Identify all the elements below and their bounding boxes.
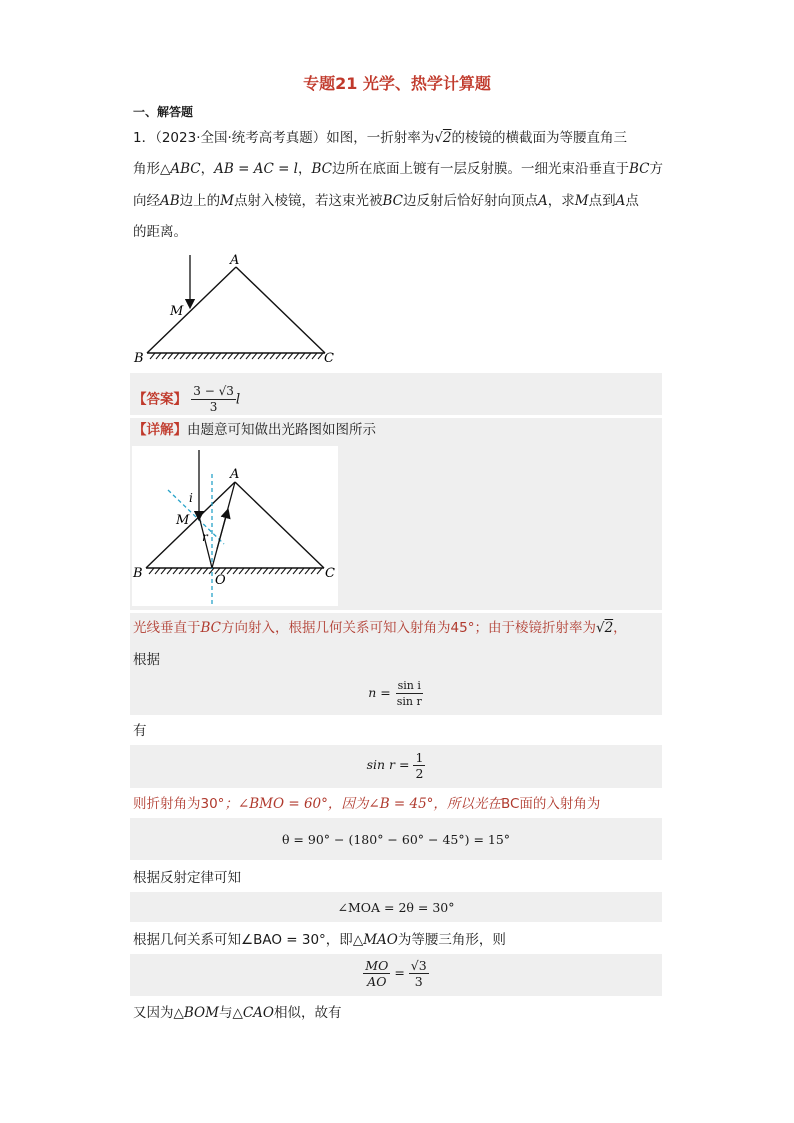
step1-line: 光线垂直于BC方向射入，根据几何关系可知入射角为45°；由于棱镜折射率为√2， <box>133 620 627 636</box>
label-i: i <box>189 491 193 505</box>
mirror-hatch-mark <box>167 568 172 574</box>
mirror-hatch-mark <box>240 353 245 359</box>
step4-line: 则折射角为30°；∠BMO = 60°，因为∠B = 45°，所以光在BC面的入射角为 <box>133 796 601 812</box>
equation-ratio: $\frac{MO}{AO}$ = $\frac{√3}{3}$ <box>365 958 427 989</box>
mirror-hatch-mark <box>239 568 244 574</box>
mirror-hatch-mark <box>174 353 179 359</box>
mirror-hatch-mark <box>197 568 202 574</box>
mirror-hatch-mark <box>311 568 316 574</box>
mirror-hatch-mark <box>305 568 310 574</box>
mirror-hatch-mark <box>228 353 233 359</box>
label-O: O <box>215 573 226 588</box>
mirror-hatch-mark <box>227 568 232 574</box>
mirror-hatch-mark <box>180 353 185 359</box>
mirror-hatch-mark <box>216 353 221 359</box>
step2-line: 根据 <box>133 652 160 668</box>
question-line-1: 1．（2023·全国·统考高考真题）如图，一折射率为√2的棱镜的横截面为等腰直角三 <box>133 130 627 146</box>
question-line-2: 角形△ABC，AB = AC = l，BC边所在底面上镀有一层反射膜。一细光束沿垂直于BC方 <box>133 161 664 177</box>
mirror-hatch-mark <box>317 568 322 574</box>
mirror-hatch-mark <box>287 568 292 574</box>
mirror-hatch-mark <box>168 353 173 359</box>
mirror-hatch-mark <box>191 568 196 574</box>
mirror-hatch-mark <box>275 568 280 574</box>
mirror-hatch-mark <box>270 353 275 359</box>
equation-n: n = $\frac{\text{sin i}}{\text{sin r}}$ <box>368 679 422 708</box>
detail-line: 【详解】由题意可知做出光路图如图所示 <box>133 422 376 438</box>
question-line-4: 的距离。 <box>133 224 187 240</box>
mirror-hatch-mark <box>318 353 323 359</box>
mirror-hatch-mark <box>263 568 268 574</box>
equation-sinr: sin r = $\frac{1}{2}$ <box>366 750 424 781</box>
mirror-hatch-mark <box>276 353 281 359</box>
label-B2: B <box>133 566 143 581</box>
mirror-hatch-mark <box>288 353 293 359</box>
mirror-hatch-mark <box>156 353 161 359</box>
label-C: C <box>324 351 334 366</box>
label-B: B <box>134 351 144 366</box>
label-M2: M <box>176 513 190 528</box>
mirror-hatch-mark <box>269 568 274 574</box>
mirror-hatch-mark <box>257 568 262 574</box>
section-heading: 一、解答题 <box>133 105 194 119</box>
mirror-hatch-mark <box>264 353 269 359</box>
mirror-hatch-mark <box>300 353 305 359</box>
step6-line: 根据几何关系可知∠BAO = 30°，即△MAO为等腰三角形，则 <box>133 932 506 948</box>
step5-line: 根据反射定律可知 <box>133 870 241 886</box>
figure-light-path-diagram <box>132 446 338 606</box>
label-M: M <box>170 304 184 319</box>
label-A: A <box>230 253 240 268</box>
mirror-hatch-mark <box>299 568 304 574</box>
page-title: 专题21 光学、热学计算题 <box>303 74 491 93</box>
mirror-hatch-mark <box>312 353 317 359</box>
step7-line: 又因为△BOM与△CAO相似，故有 <box>133 1005 342 1021</box>
mirror-hatch-mark <box>252 353 257 359</box>
mirror-hatch-mark <box>162 353 167 359</box>
mirror-hatch-mark <box>155 568 160 574</box>
mirror-hatch-mark <box>251 568 256 574</box>
mirror-hatch-mark <box>198 353 203 359</box>
mirror-hatch-mark <box>258 353 263 359</box>
mirror-hatch-mark <box>245 568 250 574</box>
answer-line: 【答案】 $\frac{3 - √3}{3}$ l <box>133 384 241 414</box>
figure-prism-diagram <box>133 250 343 368</box>
mirror-hatch-mark <box>149 568 154 574</box>
label-A2: A <box>230 467 240 482</box>
mirror-hatch-mark <box>222 353 227 359</box>
mirror-hatch-mark <box>246 353 251 359</box>
question-line-3: 向经AB边上的M点射入棱镜，若这束光被BC边反射后恰好射向顶点A，求M点到A点 <box>133 193 639 209</box>
equation-theta: θ = 90° − (180° − 60° − 45°) = 15° <box>281 832 511 847</box>
mirror-hatch-mark <box>179 568 184 574</box>
mirror-hatch-mark <box>185 568 190 574</box>
label-C2: C <box>325 566 335 581</box>
mirror-hatch-mark <box>233 568 238 574</box>
mirror-hatch-mark <box>173 568 178 574</box>
mirror-hatch-mark <box>204 353 209 359</box>
mirror-hatch-mark <box>306 353 311 359</box>
mirror-hatch-mark <box>210 353 215 359</box>
mirror-hatch-mark <box>293 568 298 574</box>
label-r: r <box>202 530 208 544</box>
mirror-hatch-mark <box>150 353 155 359</box>
mirror-hatch-mark <box>203 568 208 574</box>
mirror-hatch-mark <box>192 353 197 359</box>
mirror-hatch-mark <box>281 568 286 574</box>
mirror-hatch-mark <box>186 353 191 359</box>
mirror-hatch-mark <box>294 353 299 359</box>
mirror-hatch-mark <box>161 568 166 574</box>
equation-moa: ∠MOA = 2θ = 30° <box>337 900 455 915</box>
mirror-hatch-mark <box>282 353 287 359</box>
step3-line: 有 <box>133 723 147 739</box>
mirror-hatch-mark <box>234 353 239 359</box>
